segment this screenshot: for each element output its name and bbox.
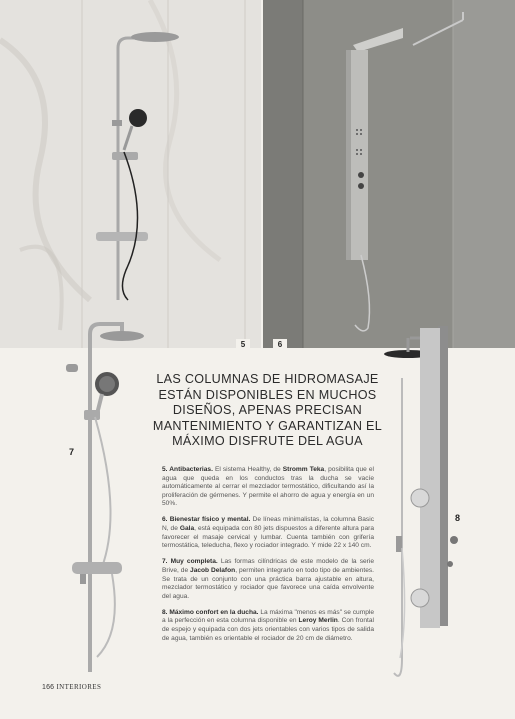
- figure-number-7: 7: [69, 447, 75, 457]
- item-7-brand: Jacob Delafon: [190, 566, 236, 574]
- item-6-text-before: De líneas minimalistas, la columna Basic N, de: [162, 516, 374, 533]
- item-5-brand: Stromm Teka: [282, 466, 325, 473]
- item-6-paragraph: [162, 516, 374, 550]
- product-descriptions: [162, 466, 374, 651]
- item-8-paragraph: [162, 609, 374, 643]
- item-8-lead: 8. Máximo confort en la ducha.: [162, 608, 259, 616]
- item-7-paragraph: [162, 558, 374, 601]
- photo-shower-panel-6: [263, 0, 515, 348]
- photo-shower-column-5: [0, 0, 261, 348]
- item-5-text-before: El sistema Healthy, de: [212, 466, 283, 473]
- item-6-brand: Gala: [179, 525, 195, 533]
- item-7-lead: 7. Muy completa.: [162, 558, 218, 566]
- item-6-text-after: , está equipada con 80 jets dispuestos a diferente altura para favorecer el masaje cervical y lumbar. Cuenta también con grifería termostática, teleducha, flexo y rociador integrado. Y mide 22 x 140 cm.: [162, 525, 374, 550]
- page-footer: [42, 683, 101, 691]
- headline: LAS COLUMNAS DE HIDROMASAJE ESTÁN DISPONIBLES EN MUCHOS DISEÑOS, APENAS PRECISAN MANTENIMIENTO Y GARANTIZAN EL MÁXIMO DISFRUTE DEL AGUA: [152, 372, 383, 449]
- item-8-text-after: . Con frontal de espejo y equipada con dos jets orientables con varios tipos de salida de agua, también es orientable el rociador de 20 cm de diámetro.: [162, 617, 374, 642]
- figure-number-6: 6: [273, 339, 287, 351]
- product-image-7: [62, 312, 162, 682]
- item-6-lead: 6. Bienestar físico y mental.: [162, 516, 251, 524]
- item-5-lead: 5. Antibacterias.: [162, 466, 213, 473]
- item-5-paragraph: [162, 466, 374, 509]
- item-8-text-before: La máxima "menos es más" se cumple a la perfección en esta columna disponible en: [162, 608, 374, 625]
- item-7-text-after: , permiten integrarlo en todo tipo de ambientes. Se trata de un conjunto con una práctica barra ajustable en altura, mezclador termostático y rociador que favorece una caída envolvente del agua.: [162, 566, 374, 600]
- page-number: 166: [42, 684, 55, 691]
- product-image-8: [380, 318, 470, 688]
- figure-number-5: 5: [236, 339, 250, 351]
- item-5-text-after: , posibilita que el agua que queda en los conductos tras la ducha se vacíe automáticamente al cerrar el mezclador termostático, dificultando así la proliferación de gérmenes. Y permite el ahorro de agua y energía en un 50%.: [162, 466, 374, 508]
- magazine-name: INTERIORES: [56, 683, 102, 691]
- figure-number-8: 8: [455, 513, 461, 523]
- item-8-brand: Leroy Merlin: [298, 617, 338, 625]
- item-7-text-before: Las formas cilíndricas de este modelo de la serie Brive, de: [162, 558, 374, 574]
